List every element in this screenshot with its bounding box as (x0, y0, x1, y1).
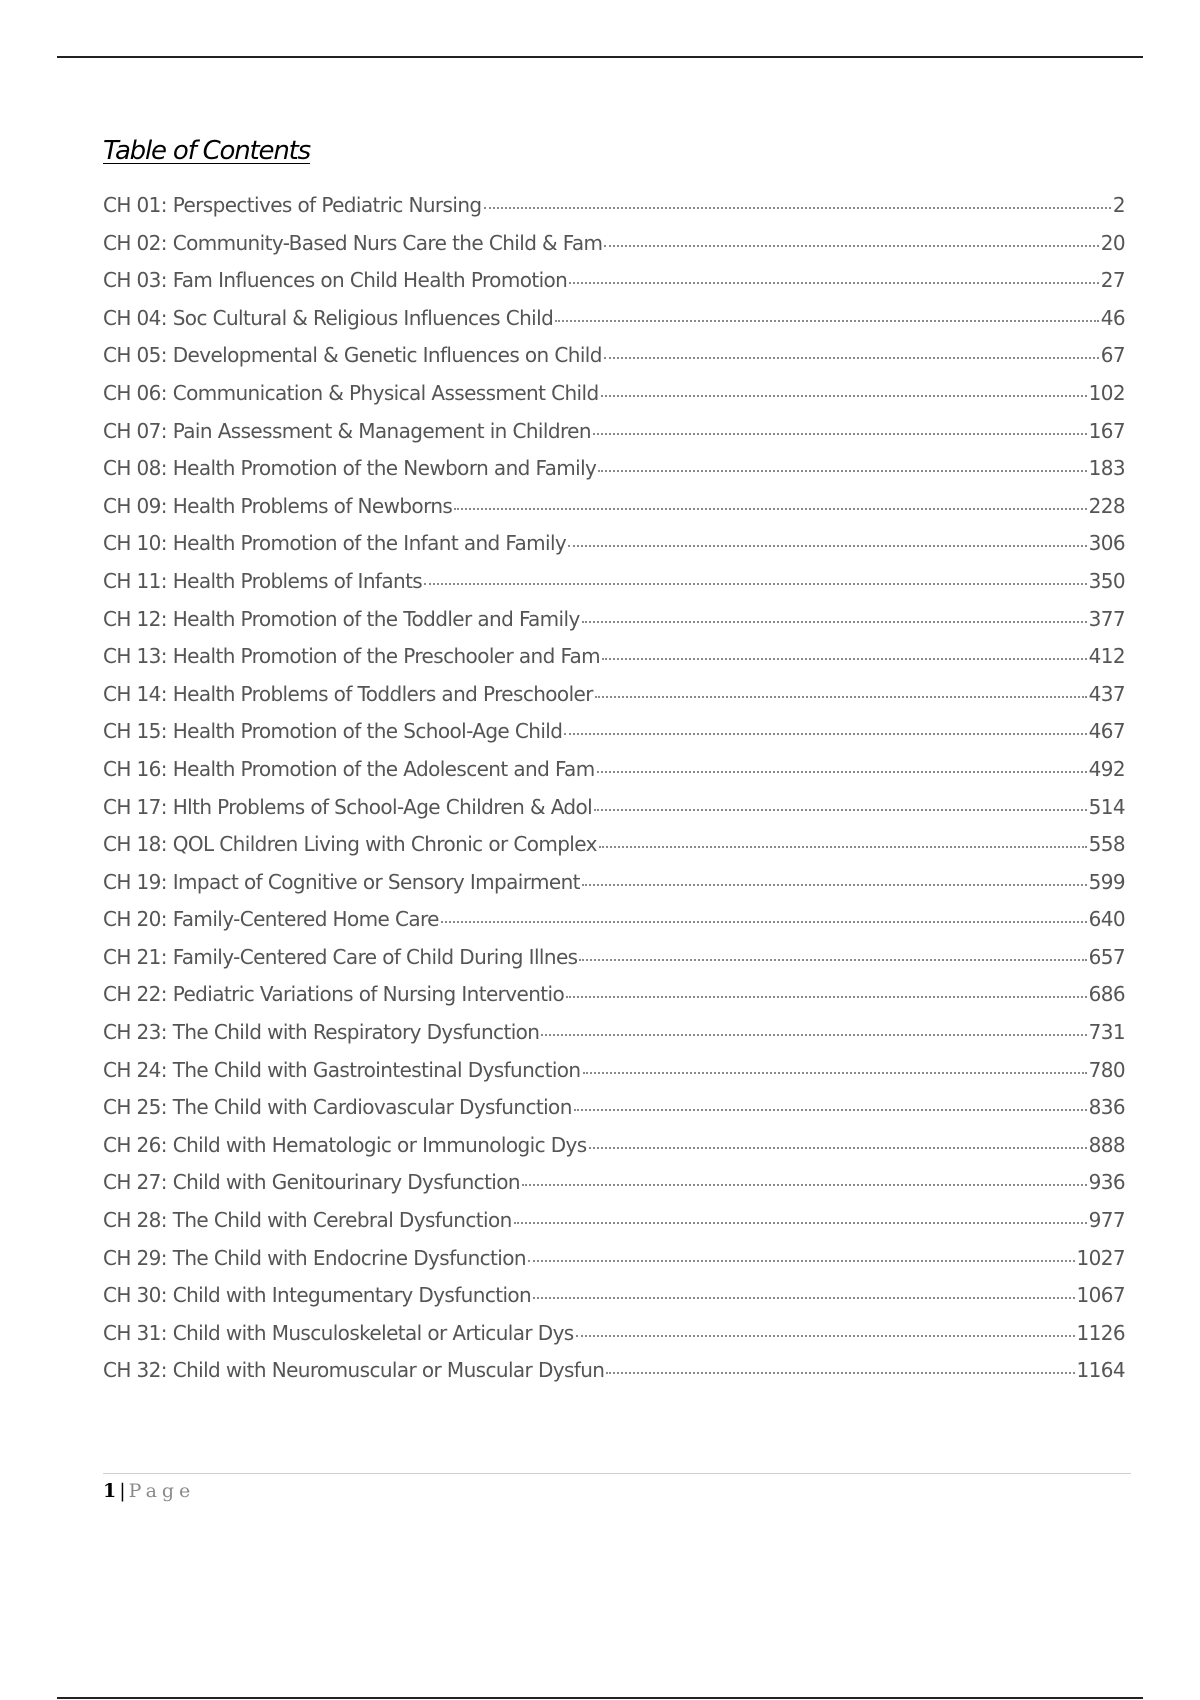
toc-entry-title: CH 29: The Child with Endocrine Dysfunction (103, 1245, 526, 1270)
toc-entry-title: CH 25: The Child with Cardiovascular Dysfunction (103, 1095, 572, 1120)
toc-entry-leader (568, 545, 1086, 547)
toc-entry-title: CH 23: The Child with Respiratory Dysfunction (103, 1020, 540, 1045)
toc-entry-leader (602, 658, 1087, 660)
toc-entry-title: CH 05: Developmental & Genetic Influences on Child (103, 343, 602, 368)
toc-entry-title: CH 08: Health Promotion of the Newborn and Family (103, 456, 597, 481)
toc-entry-leader (594, 809, 1087, 811)
toc-entry-title: CH 18: QOL Children Living with Chronic or Complex (103, 832, 597, 857)
toc-entry-title: CH 17: Hlth Problems of School-Age Children & Adol (103, 794, 593, 819)
toc-entry-page: 412 (1088, 644, 1125, 669)
toc-entry[interactable] (103, 306, 1125, 344)
toc-entry[interactable] (103, 193, 1125, 231)
toc-entry-title: CH 16: Health Promotion of the Adolescent and Fam (103, 756, 595, 781)
toc-entry-page: 167 (1088, 418, 1125, 443)
toc-entry-leader (514, 1222, 1087, 1224)
toc-entry-page: 306 (1088, 531, 1125, 556)
toc-entry[interactable] (103, 381, 1125, 419)
toc-entry-page: 657 (1088, 944, 1125, 969)
toc-entry[interactable] (103, 1170, 1125, 1208)
toc-entry-leader (424, 583, 1086, 585)
toc-entry-page: 514 (1088, 794, 1125, 819)
toc-entry-page: 350 (1088, 568, 1125, 593)
toc-entry-page: 228 (1088, 493, 1125, 518)
toc-entry-title: CH 31: Child with Musculoskeletal or Articular Dys (103, 1320, 574, 1345)
toc-entry-title: CH 14: Health Problems of Toddlers and Preschooler (103, 681, 593, 706)
toc-entry-page: 780 (1088, 1057, 1125, 1082)
toc-entry[interactable] (103, 569, 1125, 607)
toc-entry-title: CH 19: Impact of Cognitive or Sensory Impairment (103, 869, 580, 894)
toc-entry-page: 1027 (1076, 1245, 1125, 1270)
toc-entry-leader (574, 1109, 1087, 1111)
toc-entry-leader (589, 1147, 1087, 1149)
footer-page-number: 1 (103, 1480, 117, 1502)
toc-entry-title: CH 22: Pediatric Variations of Nursing Interventio (103, 982, 565, 1007)
toc-entry-title: CH 28: The Child with Cerebral Dysfunction (103, 1208, 512, 1233)
footer-page-label: Page (128, 1480, 196, 1502)
toc-entry-leader (601, 395, 1087, 397)
toc-entry-page: 492 (1088, 756, 1125, 781)
toc-entry[interactable] (103, 982, 1125, 1020)
toc-entry[interactable] (103, 1321, 1125, 1359)
toc-entry[interactable] (103, 832, 1125, 870)
toc-entry-leader (441, 921, 1087, 923)
toc-entry-page: 888 (1088, 1132, 1125, 1157)
toc-entry-page: 977 (1088, 1208, 1125, 1233)
toc-list (103, 193, 1125, 1396)
toc-entry-title: CH 21: Family-Centered Care of Child During Illnes (103, 944, 578, 969)
toc-entry-leader (528, 1260, 1075, 1262)
toc-entry-page: 731 (1088, 1020, 1125, 1045)
toc-entry-leader (604, 245, 1098, 247)
toc-entry-leader (541, 1034, 1086, 1036)
toc-entry-leader (522, 1184, 1087, 1186)
toc-entry[interactable] (103, 945, 1125, 983)
toc-entry-title: CH 20: Family-Centered Home Care (103, 907, 439, 932)
toc-entry[interactable] (103, 607, 1125, 645)
toc-entry-page: 20 (1100, 230, 1125, 255)
toc-entry-title: CH 32: Child with Neuromuscular or Muscular Dysfun (103, 1358, 605, 1383)
toc-entry-page: 46 (1100, 305, 1125, 330)
toc-entry-leader (583, 1072, 1087, 1074)
page-footer (103, 1480, 195, 1502)
toc-entry-leader (582, 621, 1087, 623)
toc-entry-page: 599 (1088, 869, 1125, 894)
toc-entry-page: 102 (1088, 380, 1125, 405)
toc-entry-title: CH 26: Child with Hematologic or Immunologic Dys (103, 1132, 587, 1157)
toc-entry-leader (555, 320, 1099, 322)
page-bottom-rule (57, 1697, 1143, 1699)
toc-entry-title: CH 12: Health Promotion of the Toddler and Family (103, 606, 580, 631)
toc-entry-page: 2 (1112, 193, 1125, 217)
toc-entry[interactable] (103, 757, 1125, 795)
toc-entry[interactable] (103, 1095, 1125, 1133)
toc-entry-title: CH 04: Soc Cultural & Religious Influences Child (103, 305, 554, 330)
toc-entry-leader (569, 282, 1099, 284)
toc-entry-leader (564, 733, 1086, 735)
toc-entry-leader (606, 1372, 1074, 1374)
toc-entry-leader (576, 1335, 1075, 1337)
toc-entry-page: 467 (1088, 719, 1125, 744)
toc-entry[interactable] (103, 531, 1125, 569)
toc-entry-leader (593, 433, 1087, 435)
toc-entry-title: CH 10: Health Promotion of the Infant and Family (103, 531, 567, 556)
toc-entry[interactable] (103, 1208, 1125, 1246)
toc-entry-page: 183 (1088, 456, 1125, 481)
toc-entry-title: CH 09: Health Problems of Newborns (103, 493, 453, 518)
toc-entry-leader (579, 959, 1086, 961)
toc-entry-leader (599, 846, 1087, 848)
toc-entry-title: CH 06: Communication & Physical Assessment Child (103, 380, 599, 405)
toc-entry-title: CH 02: Community-Based Nurs Care the Child & Fam (103, 230, 603, 255)
toc-entry-page: 1126 (1076, 1320, 1125, 1345)
toc-entry-leader (484, 207, 1111, 209)
toc-heading: Table of Contents (103, 136, 310, 166)
toc-entry-page: 558 (1088, 832, 1125, 857)
toc-entry-title: CH 13: Health Promotion of the Preschooler and Fam (103, 644, 601, 669)
toc-entry[interactable] (103, 343, 1125, 381)
toc-entry[interactable] (103, 419, 1125, 457)
page-top-rule (57, 56, 1143, 58)
toc-entry[interactable] (103, 268, 1125, 306)
toc-entry-title: CH 03: Fam Influences on Child Health Promotion (103, 268, 568, 293)
toc-entry-page: 836 (1088, 1095, 1125, 1120)
toc-entry-title: CH 01: Perspectives of Pediatric Nursing (103, 193, 482, 217)
toc-entry-title: CH 27: Child with Genitourinary Dysfunction (103, 1170, 520, 1195)
toc-entry-page: 1164 (1076, 1358, 1125, 1383)
toc-entry-title: CH 15: Health Promotion of the School-Age Child (103, 719, 563, 744)
toc-entry-leader (595, 696, 1087, 698)
toc-entry-page: 437 (1088, 681, 1125, 706)
footer-rule (103, 1473, 1131, 1474)
toc-entry-leader (533, 1297, 1074, 1299)
footer-separator: | (119, 1480, 126, 1502)
toc-entry-leader (597, 771, 1087, 773)
toc-entry[interactable] (103, 1020, 1125, 1058)
toc-entry-title: CH 11: Health Problems of Infants (103, 568, 423, 593)
toc-entry[interactable] (103, 456, 1125, 494)
toc-entry[interactable] (103, 870, 1125, 908)
toc-entry-page: 640 (1088, 907, 1125, 932)
toc-entry[interactable] (103, 1283, 1125, 1321)
toc-entry-leader (598, 470, 1086, 472)
toc-entry[interactable] (103, 1358, 1125, 1396)
toc-entry-page: 936 (1088, 1170, 1125, 1195)
toc-entry-title: CH 24: The Child with Gastrointestinal Dysfunction (103, 1057, 581, 1082)
toc-entry[interactable] (103, 795, 1125, 833)
toc-entry[interactable] (103, 644, 1125, 682)
toc-entry[interactable] (103, 1246, 1125, 1284)
toc-entry[interactable] (103, 231, 1125, 269)
toc-entry-page: 686 (1088, 982, 1125, 1007)
toc-entry[interactable] (103, 1058, 1125, 1096)
toc-entry-page: 67 (1100, 343, 1125, 368)
toc-entry[interactable] (103, 494, 1125, 532)
toc-entry-title: CH 30: Child with Integumentary Dysfunction (103, 1283, 532, 1308)
toc-entry[interactable] (103, 719, 1125, 757)
toc-entry-leader (582, 884, 1087, 886)
toc-entry[interactable] (103, 907, 1125, 945)
toc-entry-page: 1067 (1076, 1283, 1125, 1308)
toc-entry-leader (604, 357, 1099, 359)
toc-entry-title: CH 07: Pain Assessment & Management in Children (103, 418, 591, 443)
toc-entry-page: 27 (1100, 268, 1125, 293)
toc-entry[interactable] (103, 682, 1125, 720)
toc-entry[interactable] (103, 1133, 1125, 1171)
toc-entry-leader (454, 508, 1086, 510)
toc-entry-page: 377 (1088, 606, 1125, 631)
toc-entry-leader (566, 996, 1086, 998)
